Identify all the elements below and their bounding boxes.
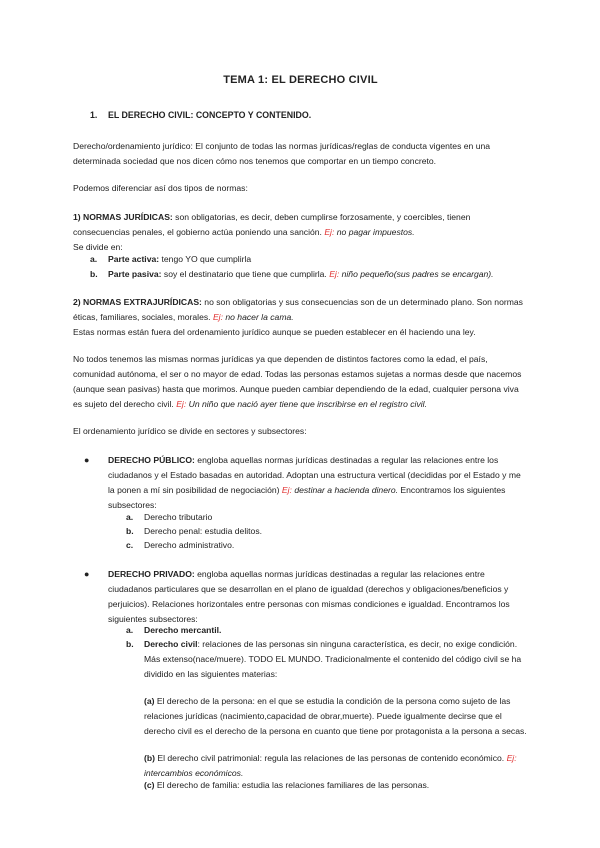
list-item <box>126 510 524 525</box>
no-todos-paragraph <box>73 352 528 412</box>
example-label: Ej: <box>212 312 223 322</box>
example-text: no pagar impuestos. <box>334 227 415 237</box>
example-label: Ej: <box>506 753 517 763</box>
list-marker: a. <box>90 254 98 264</box>
parte-pasiva-heading: Parte pasiva: <box>108 269 162 279</box>
parte-activa-text: tengo YO que cumplirla <box>159 254 252 264</box>
list-item <box>126 538 524 553</box>
list-item <box>126 637 528 682</box>
example-label: Ej: <box>176 399 187 409</box>
example-label: Ej: <box>324 227 335 237</box>
materia-item <box>144 694 528 739</box>
example-label: Ej: <box>281 485 292 495</box>
parte-pasiva-text: soy el destinatario que tiene que cumplirla. <box>161 269 330 279</box>
normas-juridicas-text: son obligatorias, es decir, deben cumplirse forzosamente, y coercibles, tienen consecuencias penales, el gobierno actúa poniendo una sanción. <box>73 212 471 237</box>
bullet-icon: ● <box>84 455 90 465</box>
list-marker: a. <box>126 625 134 635</box>
materia-text: El derecho de la persona: en el que se estudia la condición de la persona como sujeto de las relaciones jurídicas (nacimiento,capacidad de obrar,muerte). Puede igualmente decirse que el derecho civil es el derecho de la persona en cuanto que tiene por protagonista a la persona a secas. <box>144 696 527 736</box>
list-item-label: Derecho administrativo. <box>144 540 235 550</box>
derecho-civil-heading: Derecho civil <box>144 639 198 649</box>
example-text: intercambios económicos. <box>144 768 244 778</box>
normas-extrajuridicas-heading: 2) NORMAS EXTRAJURÍDICAS: <box>73 297 202 307</box>
derecho-mercantil-label: Derecho mercantil. <box>144 625 222 635</box>
derecho-privado-heading: DERECHO PRIVADO: <box>108 569 195 579</box>
page-title: TEMA 1: EL DERECHO CIVIL <box>223 74 378 86</box>
list-marker: b. <box>126 526 134 536</box>
normas-extrajuridicas-paragraph <box>73 295 528 340</box>
section-number: 1. <box>90 110 98 120</box>
list-marker: c. <box>126 540 134 550</box>
example-text: no hacer la cama. <box>222 312 294 322</box>
list-item-label: Derecho tributario <box>144 512 213 522</box>
extrajuridicas-note: Estas normas están fuera del ordenamiento jurídico aunque se pueden establecer en él haciendo una ley. <box>73 327 476 337</box>
section-heading <box>90 108 311 123</box>
parte-activa-heading: Parte activa: <box>108 254 160 264</box>
bullet-icon: ● <box>84 569 90 579</box>
list-item <box>90 252 528 267</box>
types-intro-paragraph: Podemos diferenciar así dos tipos de normas: <box>73 183 248 193</box>
materia-marker: (a) <box>144 696 155 706</box>
materia-marker: (c) <box>144 780 155 790</box>
list-item-label: Derecho penal: estudia delitos. <box>144 526 263 536</box>
materia-text: El derecho civil patrimonial: regula las relaciones de las personas de contenido económico. <box>154 753 507 763</box>
materia-item <box>144 751 528 781</box>
no-todos-text: No todos tenemos las mismas normas jurídicas ya que dependen de distintos factores como la edad, el país, comunidad autónoma, el ser o no mayor de edad. Todas las personas estamos sujetas a normas desde que nacemos (aunque sean pasivas) hasta que morimos. Aunque pueden cambiar dependiendo de la edad, cualquier persona viva es sujeto del derecho civil. <box>73 354 522 409</box>
materia-item <box>144 778 528 793</box>
normas-extrajuridicas-text: no son obligatorias y sus consecuencias son de un determinado plano. Son normas éticas, familiares, sociales, morales. <box>73 297 523 322</box>
derecho-publico-heading: DERECHO PÚBLICO: <box>108 455 195 465</box>
derecho-publico-tail: Encontramos los siguientes subsectores: <box>108 485 506 510</box>
definition-paragraph: Derecho/ordenamiento jurídico: El conjunto de todas las normas jurídicas/reglas de conducta vigentes en una determinada sociedad que nos dicen cómo nos tenemos que comportar en un tiempo concreto. <box>73 141 491 166</box>
example-text: destinar a hacienda dinero. <box>291 485 398 495</box>
example-label: Ej: <box>329 269 340 279</box>
derecho-publico-item <box>84 453 528 513</box>
derecho-privado-item <box>84 567 528 627</box>
normas-juridicas-paragraph <box>73 210 528 255</box>
derecho-privado-text: engloba aquellas normas jurídicas destinadas a regular las relaciones entre ciudadanos particulares que se desarrollan en el plano de igualdad (derechos y obligaciones/beneficios y perjuicios). Relaciones horizontales entre personas con mismas condiciones e igualdad. Encontramos los siguientes subsectores: <box>108 569 510 624</box>
list-item <box>90 267 528 282</box>
list-marker: b. <box>126 639 134 649</box>
list-item <box>126 623 528 638</box>
normas-juridicas-heading: 1) NORMAS JURÍDICAS: <box>73 212 173 222</box>
example-text: Un niño que nació ayer tiene que inscribirse en el registro civil. <box>186 399 427 409</box>
divide-label: Se divide en: <box>73 242 123 252</box>
section-label: EL DERECHO CIVIL: CONCEPTO Y CONTENIDO. <box>108 110 312 120</box>
example-text: niño pequeño(sus padres se encargan). <box>339 269 494 279</box>
materia-text: El derecho de familia: estudia las relaciones familiares de las personas. <box>154 780 430 790</box>
derecho-publico-text: engloba aquellas normas jurídicas destinadas a regular las relaciones entre los ciudadanos y el Estado basadas en autoridad. Adoptan una estructura vertical (decididas por el Estado y me la ponen a mí sin posibilidad de negociación) <box>108 455 521 495</box>
materia-marker: (b) <box>144 753 155 763</box>
list-marker: a. <box>126 512 134 522</box>
derecho-civil-text: : relaciones de las personas sin ninguna característica, es decir, no exige condición. Más extenso(nace/muere). TODO EL MUNDO. Tradicionalmente el contenido del código civil se ha dividido en las siguientes materias: <box>144 639 522 679</box>
ordenamiento-paragraph: El ordenamiento jurídico se divide en sectores y subsectores: <box>73 426 307 436</box>
list-marker: b. <box>90 269 98 279</box>
list-item <box>126 524 524 539</box>
